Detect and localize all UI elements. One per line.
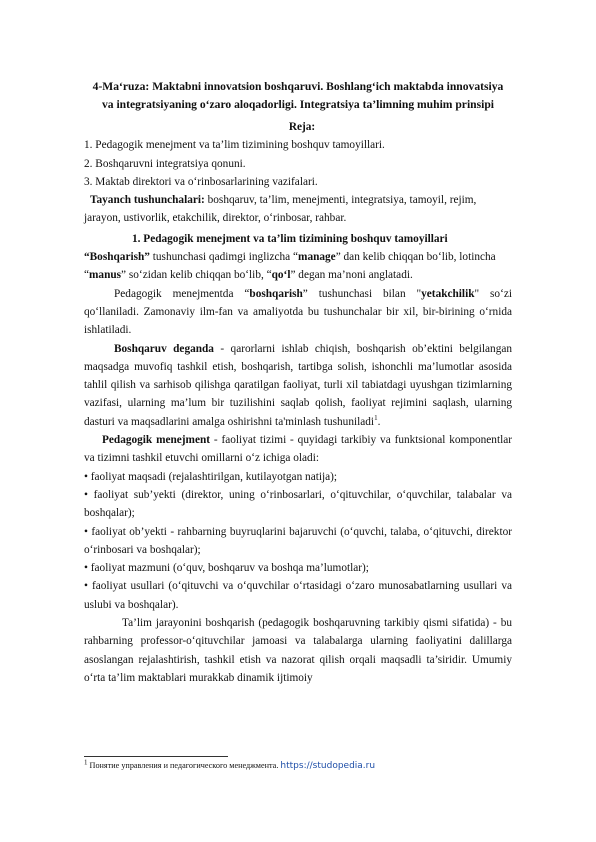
- text-span: ” degan ma’noni anglatadi.: [290, 269, 413, 282]
- text-span: ” so‘zidan kelib chiqqan bo‘lib, “: [121, 269, 272, 282]
- text-span: " so‘zi qo‘llaniladi. Zamonaviy ilm-fan va amaliyotda bu tushunchalar bir xil, bir-birining o‘rnida ishlatiladi.: [84, 287, 512, 337]
- term-boshqaruv-deganda: Boshqaruv deganda: [114, 342, 214, 355]
- bullet-item: • faoliyat mazmuni (o‘quv, boshqaruv va boshqa ma’lumotlar);: [84, 562, 369, 575]
- text-span: ” tushunchasi bilan ": [302, 287, 422, 300]
- footnote-ref[interactable]: 1: [374, 413, 378, 422]
- text-span: Pedagogik menejmentda “: [114, 287, 250, 300]
- keywords-label: Tayanch tushunchalari:: [90, 194, 205, 207]
- term-qol: qo‘l: [271, 269, 291, 282]
- term-pedagogik-menejment: Pedagogik menejment: [102, 434, 211, 447]
- paragraph-boshqaruv-deganda: [84, 340, 512, 431]
- text-span: ” dan kelib chiqqan bo‘lib, lotincha “: [84, 251, 496, 282]
- term-manus: manus: [89, 269, 122, 282]
- footnote-link[interactable]: https://studopedia.ru: [280, 761, 376, 771]
- paragraph-pedagogik-menejment: [84, 431, 512, 468]
- lecture-title: 4-Ma‘ruza: Maktabni innovatsion boshqaruvi. Boshlang‘ich maktabda innovatsiya va integratsiyaning o‘zaro aloqadorligi. Integratsiya ta’limning muhim prinsipi: [92, 80, 504, 111]
- keywords-text: boshqaruv, ta’lim, menejmenti, integratsiya, tamoyil, rejim, jarayon, ustivorlik, etakchilik, direktor, o‘rinbosar, rahbar.: [84, 194, 477, 225]
- term-manage: manage: [298, 251, 336, 264]
- keywords-paragraph: [84, 191, 512, 228]
- document-page: [84, 78, 512, 687]
- text-span: tushunchasi qadimgi inglizcha “: [149, 251, 299, 264]
- text-span: - qarorlarni ishlab chiqish, boshqarish ob’ektini belgilangan maqsadga muvofiq tashkil etish, boshqarish, tartibga solish, ishonchli ma’lumotlar asosida tahlil qilish va sarhisob qilishga qaratilgan faoliyat, turli xil tabiatdagi uyushgan tizimlarning vazifasi, ularning ma’lum bir tuzilishini saqlab qolish, faoliyat rejimini saqlash, ularning dasturi va maqsadlarini amalga oshirishni ta'minlash tushuniladi: [84, 342, 513, 428]
- footnote: [84, 760, 524, 772]
- bullet-item: • faoliyat sub’yekti (direktor, uning o‘rinbosarlari, o‘qituvchilar, o‘quvchilar, talabalar va boshqalar);: [84, 488, 512, 520]
- bullet-item: • faoliyat maqsadi (rejalashtirilgan, kutilayotgan natija);: [84, 470, 338, 483]
- section-heading: 1. Pedagogik menejment va ta’lim tizimining boshquv tamoyillari: [132, 232, 448, 245]
- footnote-number: 1: [84, 758, 88, 767]
- bullet-item: • faoliyat ob’yekti - rahbarning buyruqlarini bajaruvchi (o‘quvchi, talaba, o‘qituvchi, direktor o‘rinbosari va boshqalar);: [84, 525, 512, 556]
- text-span: .: [377, 415, 381, 428]
- footnote-divider: [84, 756, 228, 757]
- term-boshqarish: “Boshqarish”: [84, 251, 150, 264]
- footnote-text: Понятие управления и педагогического менеджмента.: [87, 761, 281, 770]
- plan-item-1: 1. Pedagogik menejment va ta’lim tizimining boshquv tamoyillari.: [84, 139, 385, 152]
- paragraph-boshqarish: [84, 248, 512, 285]
- plan-item-3: 3. Maktab direktori va o‘rinbosarlarining vazifalari.: [84, 175, 318, 188]
- text-span: - faoliyat tizimi - quyidagi tarkibiy va funktsional komponentlar va tizimni tashkil etuvchi omillarni o‘z ichiga oladi:: [84, 434, 512, 465]
- paragraph-yetakchilik: [84, 285, 512, 340]
- term-boshqarish-2: boshqarish: [249, 287, 303, 300]
- bullet-item: • faoliyat usullari (o‘qituvchi va o‘quvchilar o‘rtasidagi o‘zaro munosabatlarning usullari va uslubi va boshqalar).: [84, 580, 512, 611]
- plan-heading: Reja:: [288, 121, 316, 133]
- paragraph-talim-jarayoni: Ta’lim jarayonini boshqarish (pedagogik boshqaruvning tarkibiy qismi sifatida) - bu rahbarning professor-o‘qituvchilar jamoasi va talabalarga ularning faoliyatini dalillarga asoslangan rejalashtirish, tashkil etish va nazorat qilish orqali maqsadli ta’siridir. Umumiy o‘rta ta’lim maktablari murakkab dinamik ijtimoiy: [84, 617, 512, 684]
- term-yetakchilik: yetakchilik: [421, 287, 475, 300]
- plan-item-2: 2. Boshqaruvni integratsiya qonuni.: [84, 157, 246, 170]
